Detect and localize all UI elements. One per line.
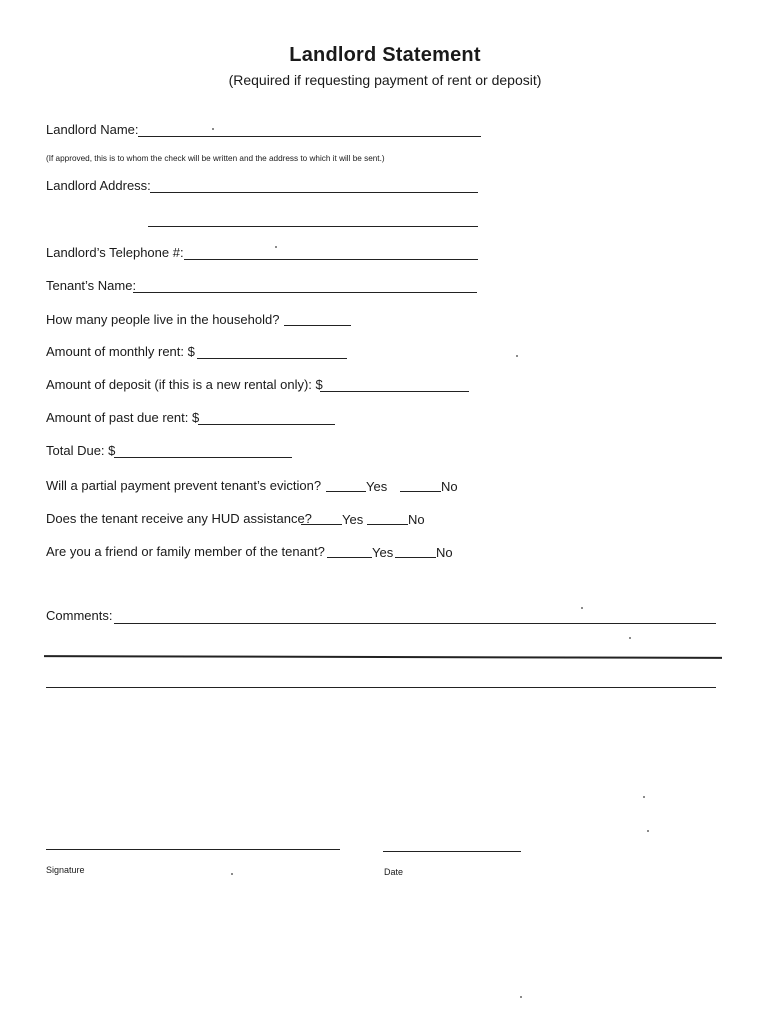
relation-no-field[interactable] (395, 557, 436, 558)
scan-speck (629, 637, 631, 639)
total-due-field[interactable] (114, 457, 292, 458)
date-field[interactable] (383, 851, 521, 852)
landlord-phone-label: Landlord’s Telephone #: (46, 245, 184, 260)
monthly-rent-field[interactable] (197, 358, 347, 359)
date-label: Date (384, 867, 404, 877)
eviction-question: Will a partial payment prevent tenant’s eviction? (46, 478, 322, 493)
signature-label: Signature (46, 865, 85, 875)
past-due-field[interactable] (198, 424, 335, 425)
relation-no-label: No (436, 545, 453, 560)
household-count-field[interactable] (284, 325, 351, 326)
hud-question: Does the tenant receive any HUD assistance? (46, 511, 312, 526)
scan-speck (581, 607, 583, 609)
hud-no-field[interactable] (367, 524, 408, 525)
landlord-name-label: Landlord Name: (46, 122, 139, 137)
comments-label: Comments: (46, 608, 113, 623)
eviction-yes-label: Yes (366, 479, 388, 494)
approval-note: (If approved, this is to whom the check will be written and the address to which it will be sent.) (46, 154, 385, 163)
tenant-name-label: Tenant’s Name: (46, 278, 137, 293)
signature-field[interactable] (46, 849, 340, 850)
form-title: Landlord Statement (289, 44, 481, 66)
scan-speck (275, 246, 277, 248)
total-due-label: Total Due: $ (46, 443, 116, 458)
comments-field-3[interactable] (46, 687, 716, 688)
relation-yes-label: Yes (372, 545, 394, 560)
deposit-field[interactable] (320, 391, 469, 392)
landlord-address-label: Landlord Address: (46, 178, 151, 193)
scan-speck (516, 355, 518, 357)
relation-question: Are you a friend or family member of the tenant? (46, 544, 325, 559)
scan-speck (231, 873, 233, 875)
eviction-no-label: No (441, 479, 458, 494)
comments-field-1[interactable] (114, 623, 716, 624)
comments-field-2[interactable] (44, 655, 722, 659)
hud-yes-field[interactable] (301, 524, 342, 525)
scan-speck (212, 128, 214, 130)
scan-speck (520, 996, 522, 998)
scan-speck (643, 796, 645, 798)
hud-no-label: No (408, 512, 425, 527)
landlord-address-field-1[interactable] (150, 192, 478, 193)
landlord-name-field[interactable] (138, 136, 481, 137)
deposit-label: Amount of deposit (if this is a new rental only): $ (46, 377, 323, 392)
hud-yes-label: Yes (342, 512, 364, 527)
form-subtitle: (Required if requesting payment of rent or deposit) (228, 72, 542, 88)
monthly-rent-label: Amount of monthly rent: $ (46, 344, 195, 359)
household-label: How many people live in the household? (46, 312, 280, 327)
scan-speck (647, 830, 649, 832)
tenant-name-field[interactable] (133, 292, 477, 293)
landlord-address-field-2[interactable] (148, 226, 478, 227)
landlord-phone-field[interactable] (184, 259, 478, 260)
eviction-yes-field[interactable] (326, 491, 366, 492)
eviction-no-field[interactable] (400, 491, 441, 492)
relation-yes-field[interactable] (327, 557, 372, 558)
past-due-label: Amount of past due rent: $ (46, 410, 200, 425)
